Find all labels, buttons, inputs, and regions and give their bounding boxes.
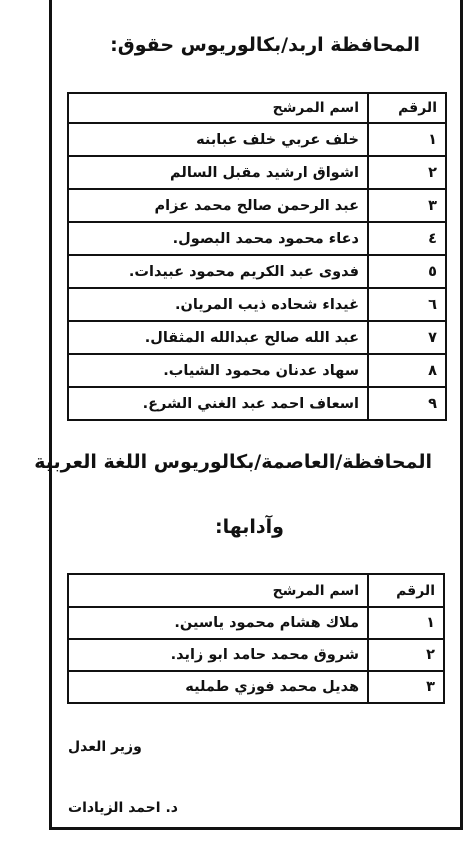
table-row [68,321,446,354]
candidate-name: عبد الرحمن صالح محمد عزام [68,189,368,222]
row-number: ٢ [368,639,444,671]
table-row [68,354,446,387]
column-header-number: الرقم [368,574,444,607]
candidate-name: اسعاف احمد عبد الغني الشرع. [68,387,368,420]
table-row [68,222,446,255]
table-row [68,189,446,222]
table-row [68,288,446,321]
candidate-name: سهاد عدنان محمود الشياب. [68,354,368,387]
candidate-name: دعاء محمود محمد البصول. [68,222,368,255]
column-header-name: اسم المرشح [68,574,368,607]
signature-role: وزير العدل [68,739,142,755]
candidate-name: ملاك هشام محمود ياسين. [68,607,368,639]
row-number: ٩ [368,387,446,420]
row-number: ١ [368,607,444,639]
table-header-row [68,574,444,607]
table-row [68,123,446,156]
table-row [68,156,446,189]
candidate-name: هديل محمد فوزي طمليه [68,671,368,703]
table-row [68,387,446,420]
row-number: ٥ [368,255,446,288]
table-row [68,255,446,288]
table-row [68,607,444,639]
section2-title-continued: وآدابها: [215,516,284,538]
signature-name: د. احمد الزيادات [68,800,178,816]
row-number: ٧ [368,321,446,354]
row-number: ٣ [368,671,444,703]
column-header-name: اسم المرشح [68,93,368,123]
table-row [68,671,444,703]
row-number: ٤ [368,222,446,255]
row-number: ٨ [368,354,446,387]
table-row [68,639,444,671]
section1-table [67,92,447,421]
candidate-name: اشواق ارشيد مقبل السالم [68,156,368,189]
row-number: ٦ [368,288,446,321]
row-number: ٢ [368,156,446,189]
candidate-name: خلف عربي خلف عبابنه [68,123,368,156]
row-number: ١ [368,123,446,156]
candidate-name: فدوى عبد الكريم محمود عبيدات. [68,255,368,288]
candidate-name: عبد الله صالح عبدالله المثقال. [68,321,368,354]
column-header-number: الرقم [368,93,446,123]
section1-title: المحافظة اربد/بكالوريوس حقوق: [110,34,420,56]
section2-table [67,573,445,704]
candidate-name: غيداء شحاده ذيب المريان. [68,288,368,321]
section2-title: المحافظة/العاصمة/بكالوريوس اللغة العربية [34,451,432,473]
table-header-row [68,93,446,123]
candidate-name: شروق محمد حامد ابو زايد. [68,639,368,671]
row-number: ٣ [368,189,446,222]
